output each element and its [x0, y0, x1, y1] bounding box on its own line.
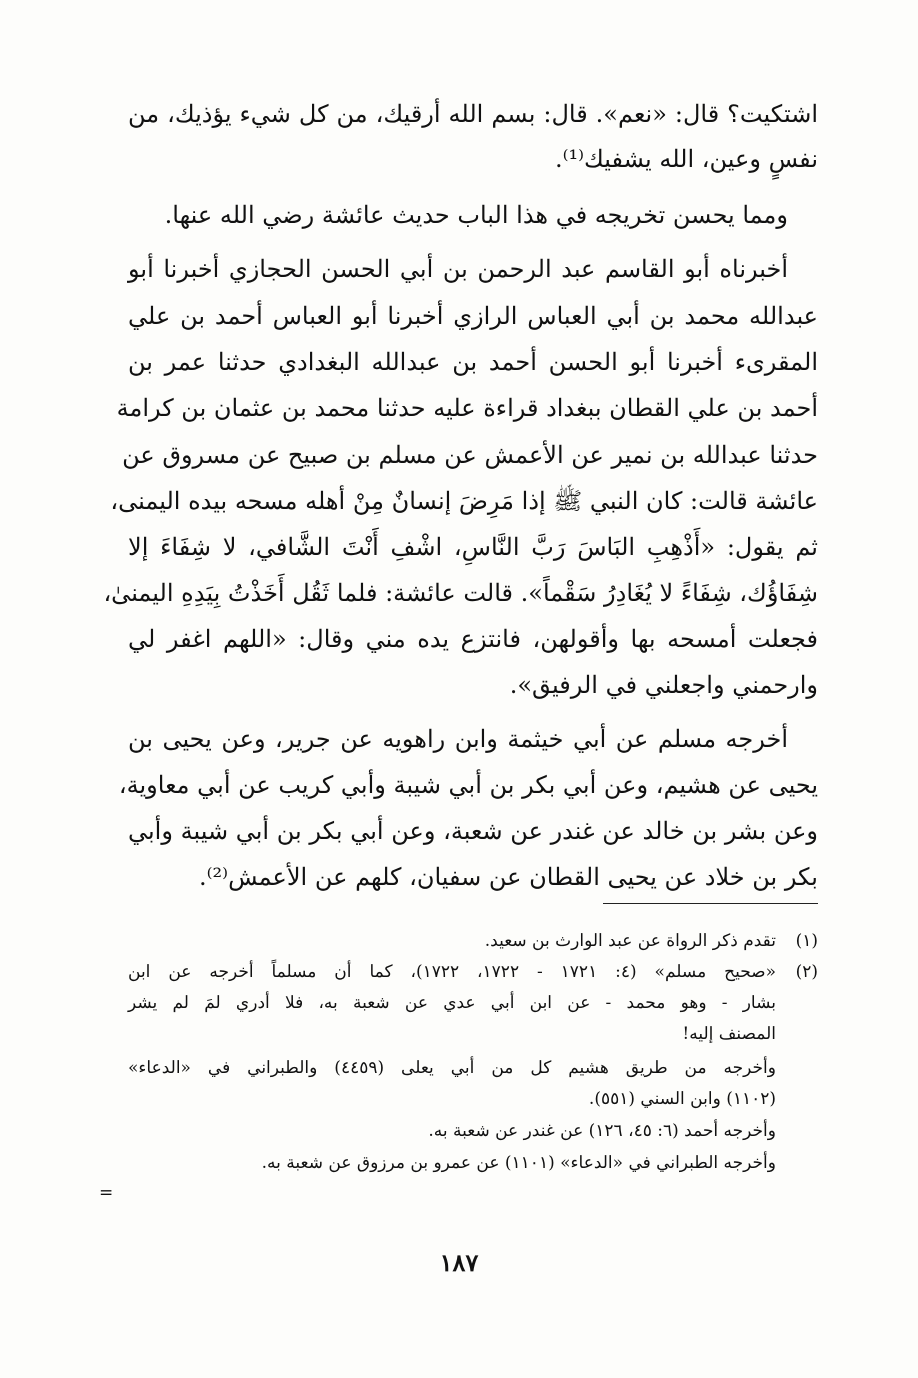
footnote-line: بشار - وهو محمد - عن ابن أبي عدي عن شعبة به، فلا أدري لمَ لم يشر	[128, 993, 776, 1013]
body-line: نفسٍ وعين، الله يشفيك⁽¹⁾.	[554, 145, 818, 173]
continuation-mark: =	[99, 1183, 114, 1203]
footnote-line: وأخرجه أحمد (٦: ٤٥، ١٢٦) عن غندر عن شعبة به.	[428, 1121, 776, 1141]
footnote-number: (٢)	[795, 962, 818, 982]
body-line: حدثنا عبدالله بن نمير عن الأعمش عن مسلم بن صبيح عن مسروق عن	[122, 441, 818, 469]
body-line: أحمد بن علي القطان ببغداد قراءة عليه حدثنا محمد بن عثمان بن كرامة	[116, 394, 818, 422]
footnote-line: وأخرجه من طريق هشيم كل من أبي يعلى (٤٤٥٩) والطبراني في «الدعاء»	[128, 1058, 776, 1078]
body-line: أخبرناه أبو القاسم عبد الرحمن بن أبي الحسن الحجازي أخبرنا أبو	[128, 255, 788, 283]
body-line: وارحمني واجعلني في الرفيق».	[509, 671, 818, 699]
body-line: يحيى عن هشيم، وعن أبي بكر بن أبي شيبة وأبي كريب عن أبي معاوية،	[118, 771, 818, 799]
footnote-text: «صحيح مسلم» (٤: ١٧٢١ - ١٧٢٢، ١٧٢٢)، كما أن مسلماً أخرجه عن ابن	[128, 962, 777, 982]
body-line: ومما يحسن تخريجه في هذا الباب حديث عائشة رضي الله عنها.	[164, 201, 788, 229]
body-line: عبدالله محمد بن أبي العباس الرازي أخبرنا أبو العباس أحمد بن علي	[128, 302, 819, 330]
footnote-number: (١)	[795, 931, 818, 951]
body-line: اشتكيت؟ قال: «نعم». قال: بسم الله أرقيك، من كل شيء يؤذيك، من	[128, 100, 818, 128]
body-line: المقرىء أخبرنا أبو الحسن أحمد بن عبدالله البغدادي حدثنا عمر بن	[128, 348, 818, 376]
footnote-text: تقدم ذكر الرواة عن عبد الوارث بن سعيد.	[484, 931, 776, 951]
body-line: وعن بشر بن خالد عن غندر عن شعبة، وعن أبي بكر بن أبي شيبة وأبي	[128, 817, 818, 845]
footnote-1	[128, 926, 818, 956]
footnote-2	[128, 957, 818, 987]
footnote-line: وأخرجه الطبراني في «الدعاء» (١١٠١) عن عمرو بن مرزوق عن شعبة به.	[261, 1153, 776, 1173]
footnote-line: المصنف إليه!	[682, 1024, 776, 1044]
footnote-divider	[603, 903, 818, 904]
body-line: أخرجه مسلم عن أبي خيثمة وابن راهويه عن جرير، وعن يحيى بن	[128, 725, 788, 753]
body-line: فجعلت أمسحه بها وأقولهن، فانتزع يده مني وقال: «اللهم اغفر لي	[128, 625, 818, 653]
body-line: بكر بن خلاد عن يحيى القطان عن سفيان، كلهم عن الأعمش⁽²⁾.	[199, 863, 818, 891]
body-line: ثم يقول: «أَذْهِبِ البَاسَ رَبَّ النَّاسِ، اشْفِ أَنْتَ الشَّافي، لا شِفَاءَ إلا	[128, 533, 818, 561]
footnote-line: (١١٠٢) وابن السني (٥٥١).	[588, 1089, 776, 1109]
body-line: عائشة قالت: كان النبي ﷺ إذا مَرِضَ إنسانٌ مِنْ أهله مسحه بيده اليمنى،	[110, 487, 818, 515]
body-line: شِفَاؤُك، شِفَاءً لا يُغَادِرُ سَقْماً». قالت عائشة: فلما ثَقُل أَخَذْتُ بِيَدِهِ اليمنىٰ،	[103, 579, 818, 607]
page-number: ١٨٧	[439, 1248, 479, 1277]
